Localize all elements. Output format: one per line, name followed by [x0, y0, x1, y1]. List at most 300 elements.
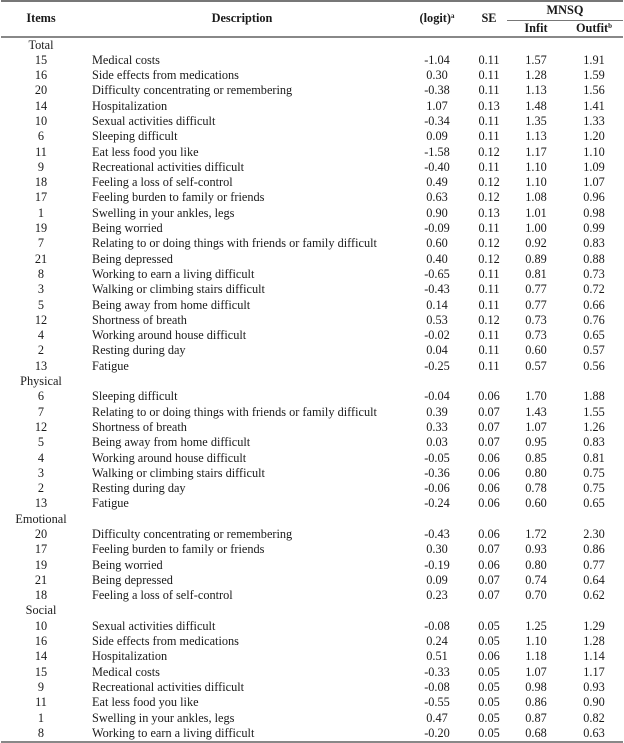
outfit-value: 1.88	[583, 389, 605, 404]
outfit-value: 0.75	[583, 481, 605, 496]
item-number: 16	[34, 634, 48, 649]
item-number: 17	[34, 190, 48, 205]
logit-value: -0.24	[424, 496, 450, 511]
infit-value: 0.78	[525, 481, 547, 496]
infit-value: 0.74	[525, 572, 547, 587]
se-value: 0.07	[478, 419, 500, 434]
outfit-value: 1.09	[583, 159, 605, 174]
item-number: 14	[34, 98, 48, 113]
table-row	[1, 435, 623, 450]
item-description: Recreational activities difficult	[92, 159, 245, 174]
se-value: 0.11	[478, 113, 500, 128]
infit-value: 0.93	[525, 542, 547, 557]
se-value: 0.11	[478, 358, 500, 373]
item-number: 5	[37, 297, 45, 312]
item-description: Working to earn a living difficult	[81, 726, 403, 742]
item-number: 9	[37, 679, 45, 694]
item-description: Eat less food you like	[92, 695, 199, 710]
table-row	[1, 451, 623, 466]
item-description: Walking or climbing stairs difficult	[92, 465, 265, 480]
item-number: 3	[37, 465, 45, 480]
item-description: Recreational activities difficult	[92, 679, 245, 694]
logit-value: 0.23	[426, 588, 448, 603]
item-number: 8	[37, 266, 45, 281]
logit-value: 0.49	[426, 175, 448, 190]
logit-value: -0.34	[424, 113, 450, 128]
header-logit-label: (logit)	[419, 11, 451, 26]
outfit-value: 1.59	[583, 68, 605, 83]
logit-value: -0.04	[424, 389, 450, 404]
infit-value: 1.10	[525, 634, 547, 649]
outfit-value: 1.14	[583, 649, 605, 664]
table-row	[1, 83, 623, 98]
item-number: 15	[34, 664, 48, 679]
header-outfit-footnote: b	[608, 21, 612, 30]
item-description: Side effects from medications	[92, 634, 239, 649]
se-value: 0.06	[478, 389, 500, 404]
item-description: Being depressed	[92, 572, 173, 587]
outfit-value: 0.76	[583, 312, 605, 327]
logit-value: 0.33	[426, 419, 448, 434]
logit-value: 0.30	[426, 542, 448, 557]
outfit-value: 0.77	[583, 557, 605, 572]
logit-value: 0.03	[426, 435, 448, 450]
infit-value: 0.60	[525, 343, 547, 358]
item-description: Working to earn a living difficult	[92, 266, 255, 281]
logit-value: -0.25	[424, 358, 450, 373]
item-number: 10	[34, 618, 48, 633]
item-number: 4	[37, 450, 45, 465]
logit-value: 0.53	[426, 312, 448, 327]
header-items: Items	[1, 1, 81, 37]
item-description: Sexual activities difficult	[92, 618, 216, 633]
logit-value: 0.47	[426, 710, 448, 725]
item-description: Shortness of breath	[92, 312, 187, 327]
item-description: Medical costs	[92, 52, 160, 67]
table-row	[1, 389, 623, 404]
item-number: 5	[37, 435, 45, 450]
logit-value: -1.04	[424, 52, 450, 67]
se-value: 0.11	[478, 129, 500, 144]
outfit-value: 0.66	[583, 297, 605, 312]
infit-value: 0.73	[525, 328, 547, 343]
item-description: Feeling burden to family or friends	[92, 190, 265, 205]
group-label-cell	[1, 374, 623, 389]
header-mnsq: MNSQ	[507, 1, 623, 20]
table-row	[1, 405, 623, 420]
table-row	[1, 573, 623, 588]
item-description: Difficulty concentrating or remembering	[92, 83, 293, 98]
infit-value: 0.86	[525, 695, 547, 710]
item-description: Feeling a loss of self-control	[92, 588, 233, 603]
item-number: 10	[34, 113, 48, 128]
se-value: 0.06	[478, 465, 500, 480]
item-number: 7	[37, 404, 45, 419]
table-row	[1, 542, 623, 557]
table-row	[1, 726, 623, 742]
infit-value: 1.18	[525, 649, 547, 664]
infit-value: 0.70	[525, 588, 547, 603]
infit-value: 1.25	[525, 618, 547, 633]
outfit-value: 0.64	[583, 572, 605, 587]
outfit-value: 0.57	[583, 343, 605, 358]
table-row	[1, 282, 623, 297]
item-description: Hospitalization	[92, 649, 168, 664]
table-row	[1, 496, 623, 511]
table-body	[1, 37, 623, 743]
outfit-value: 0.99	[583, 221, 605, 236]
table-row	[1, 359, 623, 374]
item-number: 21	[34, 572, 48, 587]
logit-value: -0.08	[424, 679, 450, 694]
rasch-item-fit-table	[1, 0, 623, 743]
se-value: 0.12	[478, 251, 500, 266]
item-description: Resting during day	[92, 343, 186, 358]
se-value: 0.06	[478, 481, 500, 496]
item-description: Being away from home difficult	[92, 435, 251, 450]
se-value: 0.13	[478, 98, 500, 113]
table-row	[1, 190, 623, 205]
infit-value: 1.10	[525, 159, 547, 174]
infit-value: 0.60	[525, 496, 547, 511]
logit-value: 0.14	[426, 297, 448, 312]
outfit-value: 1.29	[583, 618, 605, 633]
se-value: 0.12	[478, 175, 500, 190]
table-row	[1, 53, 623, 68]
infit-value: 1.35	[525, 113, 547, 128]
item-description: Being depressed	[92, 251, 173, 266]
table-row	[1, 328, 623, 343]
group-label: Emotional	[15, 511, 67, 526]
logit-value: -0.19	[424, 557, 450, 572]
outfit-value: 1.20	[583, 129, 605, 144]
item-description: Medical costs	[92, 664, 160, 679]
header-infit: Infit	[507, 20, 565, 37]
table-row	[1, 420, 623, 435]
header-row-1	[1, 1, 623, 20]
table-row	[1, 558, 623, 573]
infit-value: 1.00	[525, 221, 547, 236]
header-se: SE	[471, 1, 507, 37]
outfit-value: 0.98	[583, 205, 605, 220]
se-value: 0.11	[478, 282, 500, 297]
item-number: 3	[37, 282, 45, 297]
item-number: 2	[37, 343, 45, 358]
logit-value: 0.39	[426, 404, 448, 419]
logit-value: 0.09	[426, 572, 448, 587]
se-value: 0.11	[478, 68, 500, 83]
se-value: 0.11	[478, 297, 500, 312]
outfit-value: 0.90	[583, 695, 605, 710]
group-label: Social	[25, 603, 57, 618]
item-number: 2	[37, 481, 45, 496]
item-description: Side effects from medications	[92, 68, 239, 83]
table-row	[1, 343, 623, 358]
item-number: 8	[1, 726, 81, 742]
se-value: 0.06	[478, 527, 500, 541]
group-label-cell	[1, 603, 623, 618]
outfit-value: 2.30	[583, 527, 605, 541]
table-row	[1, 145, 623, 160]
infit-value: 1.13	[525, 83, 547, 98]
item-description: Working around house difficult	[92, 450, 247, 465]
item-description: Swelling in your ankles, legs	[92, 205, 235, 220]
outfit-value: 0.96	[583, 190, 605, 205]
item-description: Working around house difficult	[92, 328, 247, 343]
outfit-value: 1.26	[583, 419, 605, 434]
se-value: 0.06	[478, 450, 500, 465]
se-value: 0.05	[471, 726, 507, 742]
outfit-value: 1.17	[583, 664, 605, 679]
outfit-value: 0.65	[583, 496, 605, 511]
table-row	[1, 129, 623, 144]
se-value: 0.06	[478, 557, 500, 572]
item-number: 12	[34, 312, 48, 327]
item-description: Being worried	[92, 221, 163, 236]
item-number: 9	[37, 159, 45, 174]
infit-value: 1.01	[525, 205, 547, 220]
item-number: 21	[34, 251, 48, 266]
table-row	[1, 114, 623, 129]
item-description: Shortness of breath	[92, 419, 187, 434]
logit-value: 0.04	[426, 343, 448, 358]
se-value: 0.05	[478, 695, 500, 710]
table-row	[1, 711, 623, 726]
logit-value: -0.33	[424, 664, 450, 679]
table-row	[1, 99, 623, 114]
infit-value: 1.48	[525, 98, 547, 113]
item-description: Being away from home difficult	[92, 297, 251, 312]
outfit-value: 0.81	[583, 450, 605, 465]
table-row	[1, 695, 623, 710]
logit-value: 0.24	[426, 634, 448, 649]
se-value: 0.05	[478, 618, 500, 633]
table-row	[1, 619, 623, 634]
outfit-value: 1.10	[583, 144, 605, 159]
outfit-value: 0.83	[583, 435, 605, 450]
group-label: Total	[28, 37, 54, 52]
outfit-value: 0.75	[583, 465, 605, 480]
item-description: Hospitalization	[92, 98, 168, 113]
item-description: Feeling burden to family or friends	[92, 542, 265, 557]
se-value: 0.11	[478, 266, 500, 281]
outfit-value: 0.83	[583, 236, 605, 251]
item-number: 12	[34, 419, 48, 434]
header-description: Description	[81, 1, 403, 37]
outfit-value: 1.41	[583, 98, 605, 113]
se-value: 0.05	[478, 634, 500, 649]
infit-value: 1.07	[525, 419, 547, 434]
infit-value: 1.13	[525, 129, 547, 144]
logit-value: 0.40	[426, 251, 448, 266]
infit-value: 1.10	[525, 175, 547, 190]
header-outfit	[565, 20, 623, 37]
item-number: 16	[34, 68, 48, 83]
se-value: 0.07	[478, 435, 500, 450]
table-row	[1, 680, 623, 695]
infit-value: 0.89	[525, 251, 547, 266]
outfit-value: 0.88	[583, 251, 605, 266]
item-description: Sleeping difficult	[92, 129, 178, 144]
item-number: 11	[35, 695, 47, 710]
logit-value: -0.36	[424, 465, 450, 480]
se-value: 0.06	[478, 649, 500, 664]
logit-value: -0.02	[424, 328, 450, 343]
infit-value: 0.98	[525, 679, 547, 694]
se-value: 0.05	[478, 710, 500, 725]
item-description: Difficulty concentrating or remembering	[92, 527, 293, 541]
item-number: 20	[34, 83, 48, 98]
infit-value: 1.08	[525, 190, 547, 205]
infit-value: 0.92	[525, 236, 547, 251]
table-row	[1, 649, 623, 664]
logit-value: 0.63	[426, 190, 448, 205]
header-logit	[403, 1, 471, 37]
group-label-cell	[1, 37, 623, 53]
infit-value: 0.87	[525, 710, 547, 725]
infit-value: 0.68	[507, 726, 565, 742]
logit-value: -0.06	[424, 481, 450, 496]
item-number: 19	[34, 557, 48, 572]
table-row	[1, 313, 623, 328]
logit-value: -0.09	[424, 221, 450, 236]
group-label-cell	[1, 512, 623, 527]
se-value: 0.12	[478, 236, 500, 251]
outfit-value: 0.62	[583, 588, 605, 603]
logit-value: -0.43	[424, 282, 450, 297]
infit-value: 0.80	[525, 465, 547, 480]
item-description: Feeling a loss of self-control	[92, 175, 233, 190]
se-value: 0.11	[478, 52, 500, 67]
infit-value: 0.85	[525, 450, 547, 465]
logit-value: -0.40	[424, 159, 450, 174]
logit-value: -0.55	[424, 695, 450, 710]
table-row	[1, 206, 623, 221]
infit-value: 1.17	[525, 144, 547, 159]
infit-value: 1.70	[525, 389, 547, 404]
item-description: Sleeping difficult	[92, 389, 178, 404]
se-value: 0.12	[478, 312, 500, 327]
infit-value: 0.81	[525, 266, 547, 281]
outfit-value: 1.91	[583, 52, 605, 67]
logit-value: -0.08	[424, 618, 450, 633]
item-description: Swelling in your ankles, legs	[92, 710, 235, 725]
group-row	[1, 512, 623, 527]
outfit-value: 0.72	[583, 282, 605, 297]
item-number: 20	[34, 527, 48, 541]
infit-value: 1.28	[525, 68, 547, 83]
outfit-value: 0.73	[583, 266, 605, 281]
item-description: Sexual activities difficult	[92, 113, 216, 128]
outfit-value: 1.56	[583, 83, 605, 98]
item-description: Relating to or doing things with friends or family difficult	[92, 404, 377, 419]
se-value: 0.06	[478, 496, 500, 511]
item-description: Relating to or doing things with friends or family difficult	[92, 236, 377, 251]
item-number: 17	[34, 542, 48, 557]
logit-value: -0.43	[424, 527, 450, 541]
logit-value: 0.09	[426, 129, 448, 144]
outfit-value: 0.63	[565, 726, 623, 742]
table-row	[1, 481, 623, 496]
item-description: Fatigue	[92, 496, 129, 511]
table-row	[1, 527, 623, 542]
se-value: 0.07	[478, 404, 500, 419]
table-row	[1, 252, 623, 267]
infit-value: 0.57	[525, 358, 547, 373]
item-number: 15	[34, 52, 48, 67]
group-label: Physical	[20, 374, 62, 389]
infit-value: 0.80	[525, 557, 547, 572]
se-value: 0.07	[478, 572, 500, 587]
table-header	[1, 1, 623, 37]
logit-value: 0.60	[426, 236, 448, 251]
se-value: 0.07	[478, 542, 500, 557]
item-description: Eat less food you like	[92, 144, 199, 159]
item-number: 18	[34, 588, 48, 603]
se-value: 0.11	[478, 221, 500, 236]
table-row	[1, 221, 623, 236]
item-number: 1	[37, 205, 45, 220]
infit-value: 0.73	[525, 312, 547, 327]
se-value: 0.13	[478, 205, 500, 220]
outfit-value: 0.65	[583, 328, 605, 343]
outfit-value: 1.55	[583, 404, 605, 419]
table-row	[1, 298, 623, 313]
outfit-value: 0.86	[583, 542, 605, 557]
item-number: 11	[35, 144, 47, 159]
infit-value: 1.07	[525, 664, 547, 679]
logit-value: 0.90	[426, 205, 448, 220]
infit-value: 1.43	[525, 404, 547, 419]
item-number: 13	[34, 496, 48, 511]
header-outfit-label: Outfit	[575, 20, 609, 35]
infit-value: 0.77	[525, 297, 547, 312]
se-value: 0.07	[478, 588, 500, 603]
item-number: 19	[34, 221, 48, 236]
se-value: 0.11	[478, 343, 500, 358]
logit-value: -1.58	[424, 144, 450, 159]
logit-value: -0.38	[424, 83, 450, 98]
se-value: 0.12	[478, 144, 500, 159]
item-description: Resting during day	[92, 481, 186, 496]
logit-value: 1.07	[426, 98, 448, 113]
item-number: 13	[34, 358, 48, 373]
table-row	[1, 267, 623, 282]
table-row	[1, 160, 623, 175]
se-value: 0.11	[478, 159, 500, 174]
item-number: 7	[37, 236, 45, 251]
item-number: 6	[37, 389, 45, 404]
table-row	[1, 665, 623, 680]
logit-value: -0.20	[403, 726, 471, 742]
item-number: 4	[37, 328, 45, 343]
infit-value: 0.77	[525, 282, 547, 297]
se-value: 0.11	[478, 328, 500, 343]
table-row	[1, 466, 623, 481]
outfit-value: 0.82	[583, 710, 605, 725]
group-row	[1, 603, 623, 618]
logit-value: 0.51	[426, 649, 448, 664]
infit-value: 1.57	[525, 52, 547, 67]
logit-value: -0.05	[424, 450, 450, 465]
infit-value: 1.72	[525, 527, 547, 541]
se-value: 0.11	[478, 83, 500, 98]
item-number: 14	[34, 649, 48, 664]
item-number: 6	[37, 129, 45, 144]
item-description: Fatigue	[92, 358, 129, 373]
se-value: 0.12	[478, 190, 500, 205]
se-value: 0.05	[478, 664, 500, 679]
